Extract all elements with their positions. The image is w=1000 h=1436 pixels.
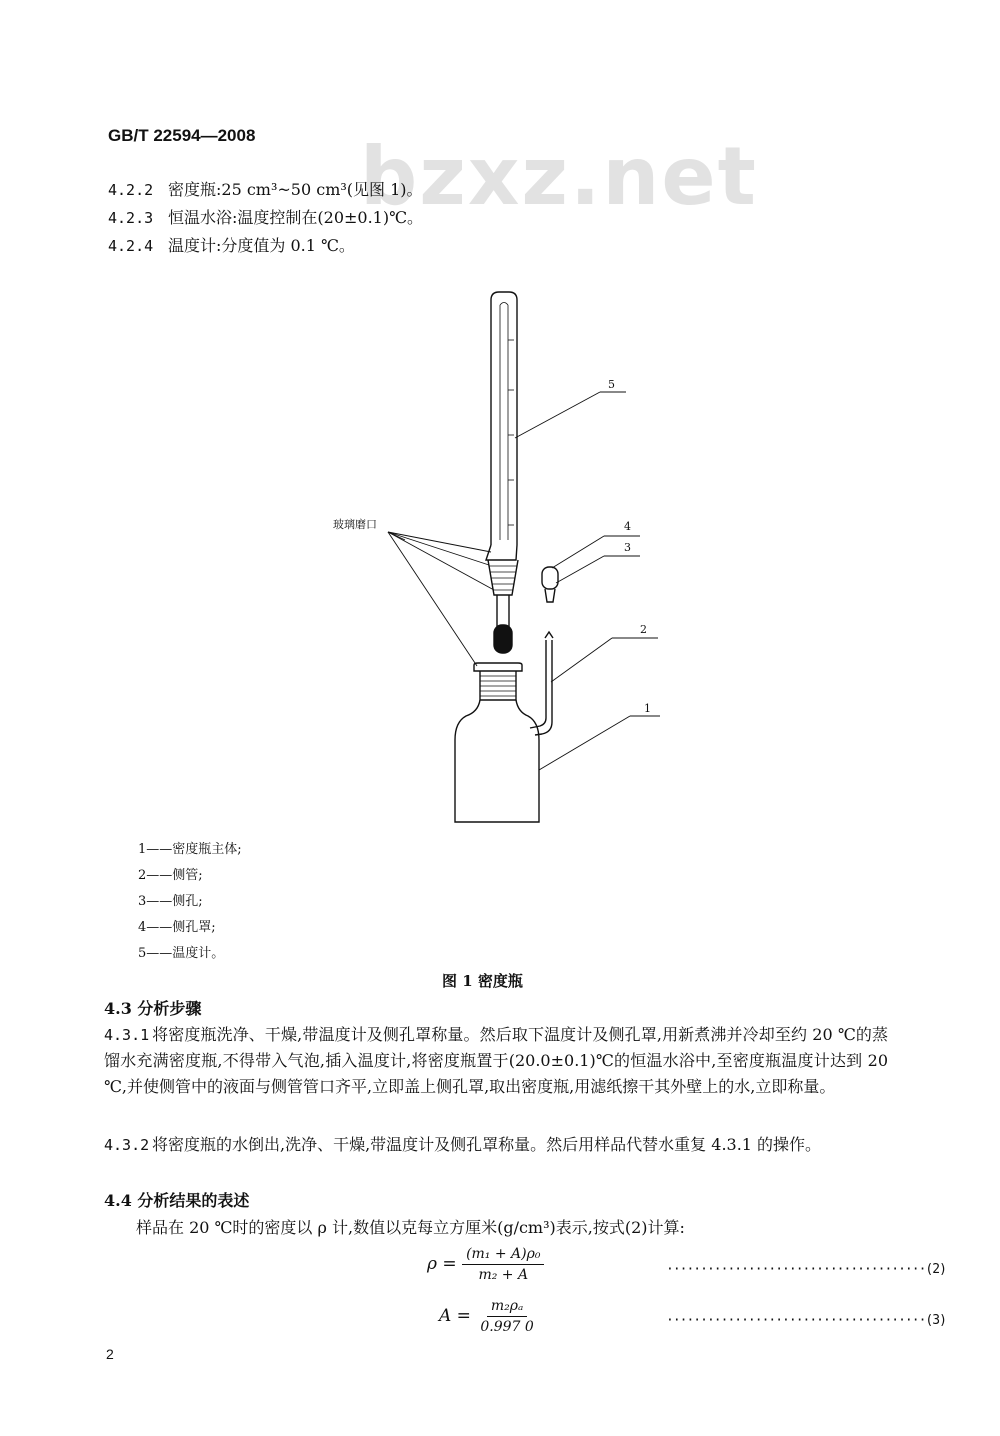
figure-caption: 图 1 密度瓶 [442, 972, 523, 990]
formula-3-ref: ······································(3) [666, 1313, 946, 1328]
item-4-2-3: 4.2.3 恒温水浴:温度控制在(20±0.1)℃。 [108, 208, 423, 227]
section-heading-4-3: 4.3 分析步骤 [104, 999, 202, 1018]
legend-item: 3——侧孔; [138, 894, 203, 909]
part-number-1: 1 [644, 702, 651, 715]
section-heading-4-4: 4.4 分析结果的表述 [104, 1191, 250, 1210]
legend-item: 1——密度瓶主体; [138, 842, 242, 857]
formula-2-ref: ······································(2) [666, 1262, 946, 1277]
formula-2-fraction: $\frac{\text{(m₁ + A)ρ₀}}{\text{m₂ + A}}$ [462, 1246, 544, 1283]
formula-3: A = $\frac{\text{m₂ρₐ}}{0.997 0}$ [439, 1298, 538, 1335]
paragraph-4-3-1: 4.3.1 将密度瓶洗净、干燥,带温度计及侧孔罩称量。然后取下温度计及侧孔罩,用新煮沸并冷却至约 20 ℃的蒸馏水充满密度瓶,不得带入气泡,插入温度计,将密度瓶置于(20.0±0.1)℃的恒温水浴中,至密度瓶温度计达到 20 ℃,并使侧管中的液面与侧管管口齐平,立即盖上侧孔罩,取出密度瓶,用滤纸擦干其外壁上的水,立即称量。 [104, 1025, 888, 1096]
formula-3-fraction: $\frac{\text{m₂ρₐ}}{0.997 0}$ [480, 1298, 534, 1335]
part-number-2: 2 [640, 623, 647, 636]
formula-2: ρ = $\frac{\text{(m₁ + A)ρ₀}}{\text{m₂ + A}}$ [427, 1246, 544, 1283]
ground-glass-joint-label: 玻璃磨口 [333, 518, 377, 531]
watermark: bzxz.net [360, 130, 758, 223]
legend-item: 5——温度计。 [138, 946, 225, 961]
part-number-5: 5 [608, 378, 615, 391]
page-number: 2 [106, 1346, 114, 1362]
paragraph-4-4-intro: 样品在 20 ℃时的密度以 ρ 计,数值以克每立方厘米(g/cm³)表示,按式(2)计算: [136, 1218, 685, 1237]
paragraph-4-3-2: 4.3.2 将密度瓶的水倒出,洗净、干燥,带温度计及侧孔罩称量。然后用样品代替水重复 4.3.1 的操作。 [104, 1135, 822, 1154]
part-number-4: 4 [624, 520, 631, 533]
item-4-2-2: 4.2.2 密度瓶:25 cm³~50 cm³(见图 1)。 [108, 180, 423, 199]
standard-code: GB/T 22594—2008 [108, 126, 256, 145]
legend-item: 4——侧孔罩; [138, 920, 216, 935]
part-number-3: 3 [624, 541, 631, 554]
legend-item: 2——侧管; [138, 868, 203, 883]
item-4-2-4: 4.2.4 温度计:分度值为 0.1 ℃。 [108, 236, 355, 255]
